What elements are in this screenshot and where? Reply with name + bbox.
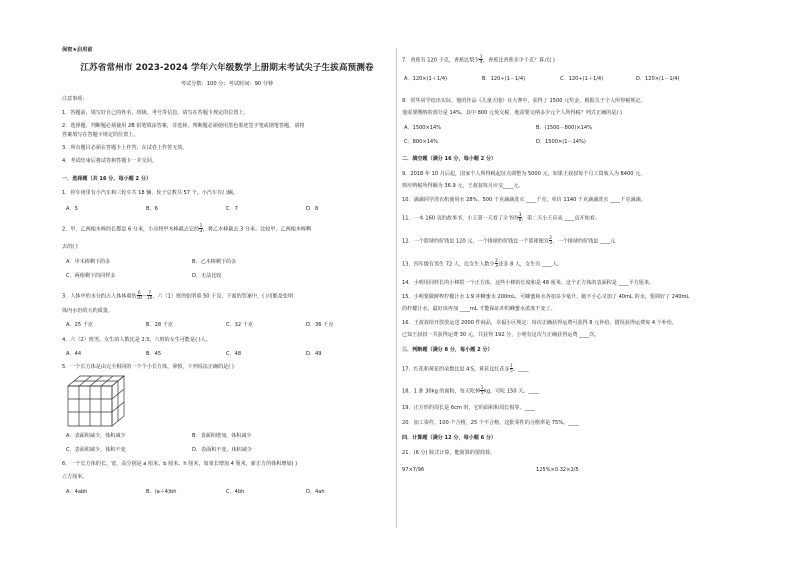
question-stem: 21．(6 分) 脱式计算，能简算的要简算。 [402,450,496,456]
fraction [137,291,142,301]
option: C．两根剩下的同样多 [66,273,116,279]
stem-part: ，六（1）班的张明重 50 千克，下面的答案中，( )可能是张明 [152,293,294,300]
question-stem: 14．小明用同样长的小棒搭一个正方体，这些小棒的长度和是 48 厘米。这个正方体的表面积是 ____平方厘米。 [402,280,655,286]
notice-item: 答案填写在答题卡规定的位置上。 [62,132,139,138]
option: C．4bh [226,489,245,495]
denominator: 10 [136,295,142,301]
stem-part: 。____ [513,366,529,373]
option: C．48 [226,351,242,357]
question-stem: 16．王叔叔给开放放运送 2000 件商品，幸福小区规定：每次正确获得运费可获得 8 元补给，错误获得运费每 4 个补给， [402,320,678,326]
section-heading: 二．填空题（满分 16 分，每小题 2 分） [402,156,497,162]
question-stem [402,259,562,269]
option: D．8 [306,206,319,212]
question-stem [62,224,311,234]
option: C．120÷(1＋1/4) [560,76,604,82]
notice-item: 4．考试结束后将试卷和答题卡一并交回。 [62,158,157,164]
denominator: 3 [199,228,203,234]
section-heading: 三．判断题（满分 8 分，每小题 2 分） [402,347,493,353]
option: D．表面积不变，体积减少 [192,447,252,453]
question-stem [402,236,615,246]
question-stem: 3．人体中的水分约占人体体重的 $\frac{6}{10}$ ～ $\frac{7}{10}$ ，六（1）班的张明重 50 千克，下面的答案中，( )可能是张明 [62,290,294,301]
question-stem: 已知王叔叔一共获得运费 30 元，共获得 192 分，小明有这次与正确获得运费 ____次。 [402,332,600,338]
cuboid-figure [66,372,128,428]
option: D．无法比较 [192,273,222,279]
option: A．甲木棒剩下的多 [66,259,111,265]
question-stem: 5．一个长方体是由完全相同的一个个小长方体，拿掉，下列说法正确的是( ) [62,364,234,370]
notice-item: 1．答题前，填写好自己的姓名、班级、考号等信息，请写在答题卡规定的位置上。 [62,110,249,116]
denominator: 8 [518,217,522,223]
stem-part: ，一个排球的价钱是 ____元 [552,238,616,245]
option: B．(a＋4)bh [146,489,177,495]
option: D．120×(1－1/4) [636,76,680,82]
question-stem: 6．一个长方体的长、宽、高分别是 a 厘米、b 厘米、h 厘米，如果长增加 4 厘米，新正方的体积增加( ) [62,461,298,467]
numerator: 1 [479,54,483,59]
denominator: 5 [510,368,513,374]
stem-part: ，将乙木棒截去 3 分米。比较甲、乙两根木棒剩 [202,226,312,233]
question-stem [402,386,539,396]
question-stem: 1．停车场里有小汽车和三轮车共 18 辆，轮子总数共 57 个。小汽车有( )辆。 [62,190,238,196]
stem-part: 17．红花和黄花的朵数比是 4∶5，黄花比红花多 [402,366,510,373]
secret-label: 保密★启用前 [62,47,93,53]
option: B．表面积增加，体积减少 [192,433,252,439]
numerator: 3 [518,212,522,217]
stem-part: 11．一本 160 页的故事书，小王第一天看了全书的 [402,215,519,222]
notice-item: 3．所有题目必须在答题卡上作答，在试卷上作答无效。 [62,145,188,151]
option: B．(1500－800)×14% [536,125,592,131]
option: C．7 [226,206,238,212]
question-stem: 立方厘米。 [62,474,88,480]
column-divider [396,48,397,528]
option: D．49 [306,351,322,357]
stem-part: 18．1 条 30kg 的面粉，每天吃掉 [402,388,481,395]
question-stem: 的柠檬汁水，最好该再加 ____mL 才能保证冲的蜂蜜水浓度不变了。 [402,306,556,312]
option: B．乙木棒剩下的多 [192,259,237,265]
stem-part: 13．四年级有男生 72 人，比女生人数少 [402,261,495,268]
option: C．800×14% [404,139,438,145]
option: A．表面积减少，体积减少 [66,433,126,439]
numerator: 6 [137,290,141,295]
section-heading: 一．选择题（共 16 分，每小题 2 分） [62,176,152,182]
option: A．44 [66,351,82,357]
numerator: 7 [148,290,152,295]
question-stem [402,364,529,374]
numerator: 2 [549,235,552,240]
stem-part: kg，可吃 150 天。____ [483,388,539,395]
numerator: 1 [510,363,513,368]
question-stem: 15．小明要做鲜榨柠檬汁水 1∶9 冲蜂蜜水 200mL，可蜂蜜和水各加多少毫升，她不小心又加了 40mL 的水，要调好了 240mL [402,294,690,300]
question-stem [402,55,555,65]
option: B．6 [146,206,158,212]
question-stem: 20．加工零件，100 个合格，25 个不合格，这批零件的合格率是 75%。____ [402,420,579,426]
calc-expression: 125%×0.32×2/5 [536,467,579,473]
option: A．4abh [66,489,88,495]
notice-heading: 注意事项： [62,96,88,102]
stem-part: ，香蕉比香蕉多少千克？算式( ) [483,57,555,64]
option: A．1500×14% [404,125,442,131]
stem-part: 3．人体中的水分约占人体体重的 [62,293,137,300]
numerator: 2 [495,258,498,263]
denominator: 4 [479,59,483,65]
question-stem: 体内水份的大约质量。 [62,308,113,314]
question-stem: 8．常华同学给出实际，他的作品《儿童天地》在大赛中，获得了 1500 元奖金，根据关于个人所得税规定， [402,98,646,104]
option: A．5 [66,206,78,212]
numerator: 1 [199,223,203,228]
question-stem: 19．正方形的周长是 6cm 时，它的面积和周长相等。____ [402,405,535,411]
question-stem: 则应纳税所得额为 36.9 元，王叔叔每月应交____元。 [402,183,524,189]
numerator: 1 [480,385,484,390]
option: B．120÷(1－1/4) [482,76,526,82]
calc-expression: 97×7/96 [402,467,425,473]
option: D．4ah [306,489,325,495]
option: D．36 千克 [306,322,334,328]
question-stem [402,213,600,223]
denominator: 10 [147,295,153,301]
question-stem: 10．滴滴同学洗衣机使用水 28%，500 千克滴滴洗衣 ____千克，单价 1140 千克滴滴洗衣 ____千克滴滴。 [402,197,646,203]
option: C．表面积减少，体积不变 [66,447,126,453]
denominator: 3 [549,240,552,246]
stem-part: ，第二天小王应从 ____页开始看。 [521,215,600,222]
option: C．32 千克 [226,322,253,328]
option: A．120×(1＋1/4) [404,76,448,82]
question-stem: 去的( ) [62,244,78,250]
question-stem: 他需要缴纳的部分是 14%，其中 800 元免交税，他需要交纳多少元个人所得税？列式正确的是( ) [402,110,622,116]
stem-part: 2．甲、乙两根木棒的长都是 6 分米，小亮将甲木棒截去它的 [62,226,200,233]
notice-item: 2．选择题、判断题必须使用 2B 铅笔填涂答案，非选择、判断题必须使用黑色墨迹签字笔或钢笔答题，请将 [62,123,305,129]
option: A．25 千克 [66,322,93,328]
stem-part: 12．一个篮球的价钱是 120 元，一个排球的价钱比一个篮球便宜 [402,238,549,245]
question-stem: 4．六（2）班男、女生的人数比是 2∶3。六班的女生可能是( )人。 [62,337,211,343]
question-stem: 9．2018 年 10 月后起，国家个人所得税起征点调整为 5000 元，如果王叔叔每个月工资收入为 8400 元， [402,171,646,177]
stem-part: 还多 8 人，女生有 ____人。 [498,261,563,268]
denominator: 5 [480,390,484,396]
option: B．45 [146,351,162,357]
option: B．28 千克 [146,322,173,328]
denominator: 3 [495,263,498,269]
page-title: 江苏省常州市 2023-2024 学年六年级数学上册期末考试尖子生拔高预测卷 [80,63,374,73]
stem-part: 7．香蕉有 120 千克，香蕉比梨少 [402,57,480,64]
page-subtitle: 考试分数：100 分；考试时间：90 分钟 [180,81,274,87]
section-heading: 四．计算题（满分 12 分，每小题 6 分） [402,435,497,441]
option: D．1500×(1－14%) [536,139,586,145]
